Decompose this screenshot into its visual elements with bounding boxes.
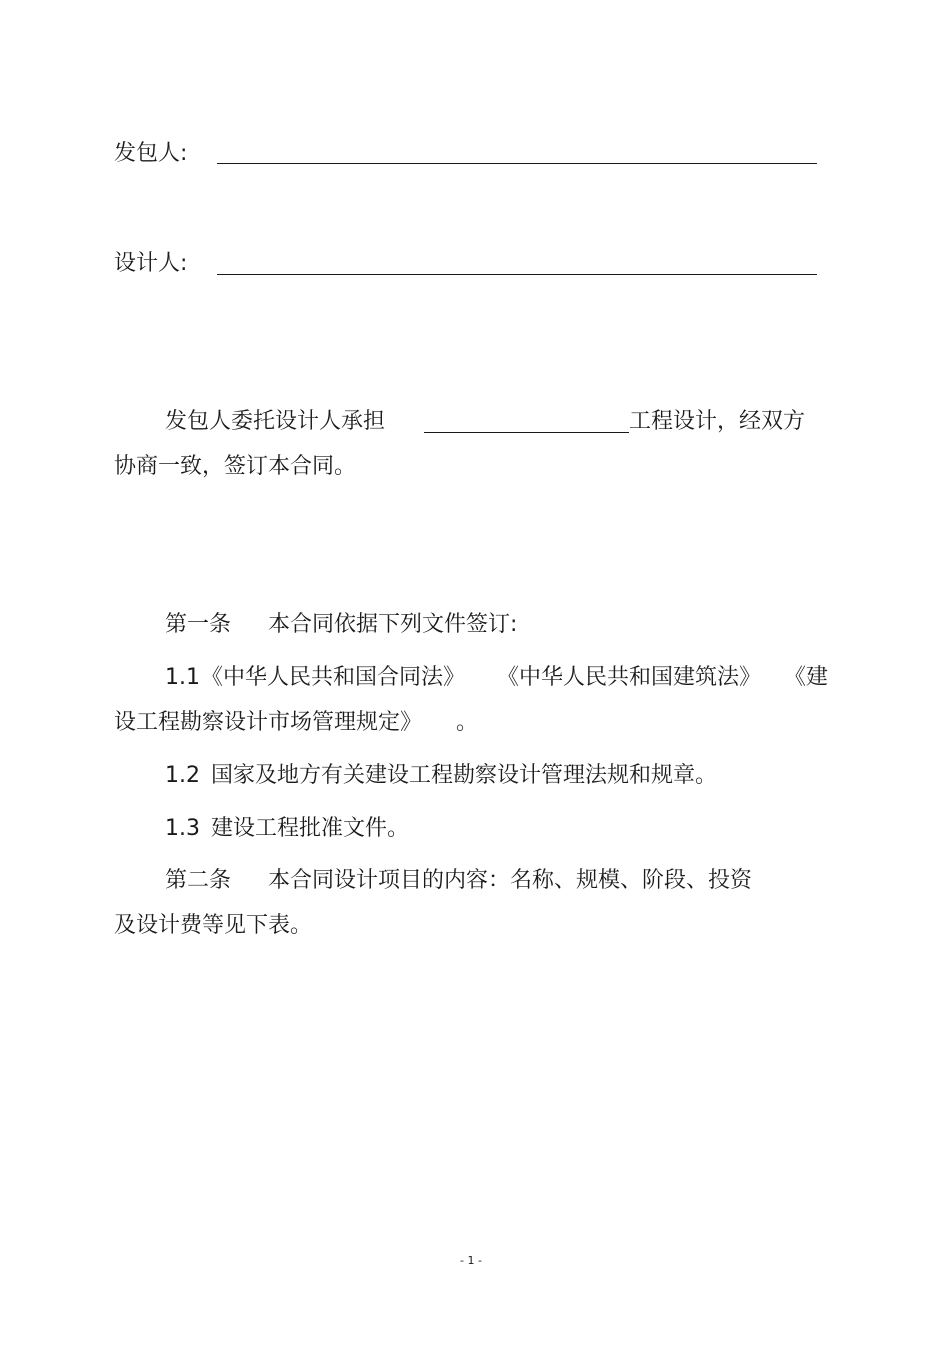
item1-line2: 设工程勘察设计市场管理规定》 — [114, 710, 423, 735]
item2-text: 国家及地方有关建设工程勘察设计管理法规和规章。 — [211, 763, 718, 788]
project-name-blank — [424, 432, 629, 433]
item3-number: 1.3 — [165, 816, 200, 841]
item1-law-construction: 《中华人民共和国建筑法》 — [497, 665, 762, 690]
item1-number: 1.1 — [165, 665, 200, 690]
article2-line2: 及设计费等见下表。 — [114, 913, 313, 938]
page-number: - 1 - — [460, 1254, 482, 1267]
item1-end-mark: 。 — [456, 710, 479, 735]
employer-label: 发包人: — [114, 141, 188, 166]
intro-text-part2: 工程设计，经双方 — [629, 409, 806, 434]
article1-text: 本合同依据下列文件签订: — [268, 612, 518, 637]
item1-law-regulation-start: 《建 — [784, 665, 829, 690]
intro-text-part1: 发包人委托设计人承担 — [165, 409, 386, 434]
designer-label: 设计人: — [114, 251, 188, 276]
item3-text: 建设工程批准文件。 — [211, 816, 410, 841]
item1-law-contract: 《中华人民共和国合同法》 — [201, 665, 466, 690]
article1-heading: 第一条 — [165, 612, 232, 637]
intro-text-line2: 协商一致，签订本合同。 — [114, 454, 357, 479]
article2-text: 本合同设计项目的内容：名称、规模、阶段、投资 — [268, 868, 753, 893]
article2-heading: 第二条 — [165, 868, 232, 893]
item2-number: 1.2 — [165, 763, 200, 788]
